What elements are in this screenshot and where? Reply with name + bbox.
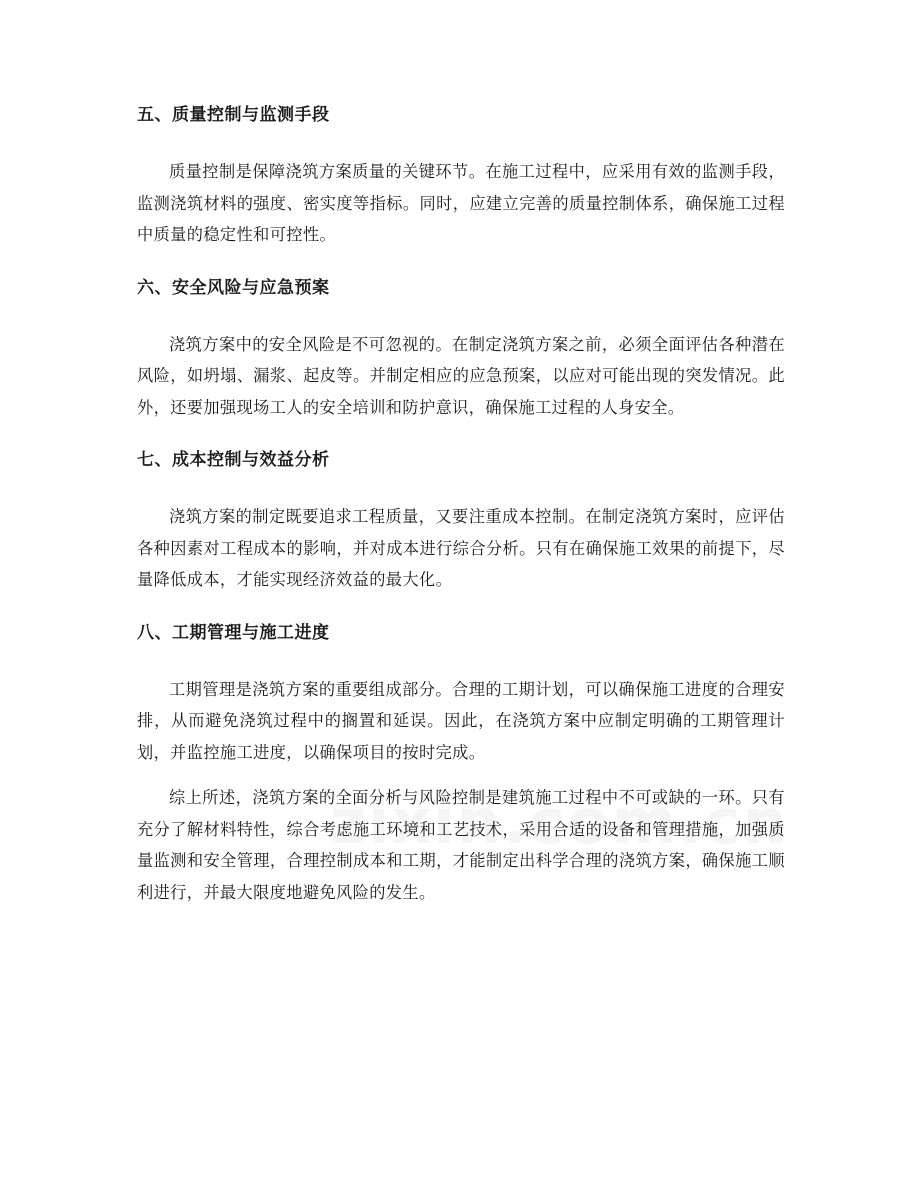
section-8-paragraph: 工期管理是浇筑方案的重要组成部分。合理的工期计划，可以确保施工进度的合理安排，从而避免浇筑过程中的搁置和延误。因此，在浇筑方案中应制定明确的工期管理计划，并监控施工进度，以确保项目的按时完成。	[137, 679, 785, 762]
section-heading-8: 八、工期管理与施工进度	[137, 622, 330, 643]
section-heading-7: 七、成本控制与效益分析	[137, 450, 330, 470]
section-6-paragraph: 浇筑方案中的安全风险是不可忽视的。在制定浇筑方案之前，必须全面评估各种潜在风险，如坍塌、漏浆、起皮等。并制定相应的应急预案，以应对可能出现的突发情况。此外，还要加强现场工人的安全培训和防护意识，确保施工过程的人身安全。	[137, 334, 785, 417]
section-5-paragraph: 质量控制是保障浇筑方案质量的关键环节。在施工过程中，应采用有效的监测手段，监测浇筑材料的强度、密实度等指标。同时，应建立完善的质量控制体系，确保施工过程中质量的稳定性和可控性。	[137, 162, 785, 244]
section-7-paragraph: 浇筑方案的制定既要追求工程质量，又要注重成本控制。在制定浇筑方案时，应评估各种因素对工程成本的影响，并对成本进行综合分析。只有在确保施工效果的前提下，尽量降低成本，才能实现经济效益的最大化。	[137, 507, 785, 589]
conclusion-paragraph: 综上所述，浇筑方案的全面分析与风险控制是建筑施工过程中不可或缺的一环。只有充分了解材料特性，综合考虑施工环境和工艺技术，采用合适的设备和管理措施，加强质量监测和安全管理，合理控制成本和工期，才能制定出科学合理的浇筑方案，确保施工顺利进行，并最大限度地避免风险的发生。	[137, 788, 785, 902]
section-heading-6: 六、安全风险与应急预案	[137, 277, 330, 298]
section-heading-5: 五、质量控制与监测手段	[137, 105, 330, 125]
document-body	[137, 100, 785, 908]
